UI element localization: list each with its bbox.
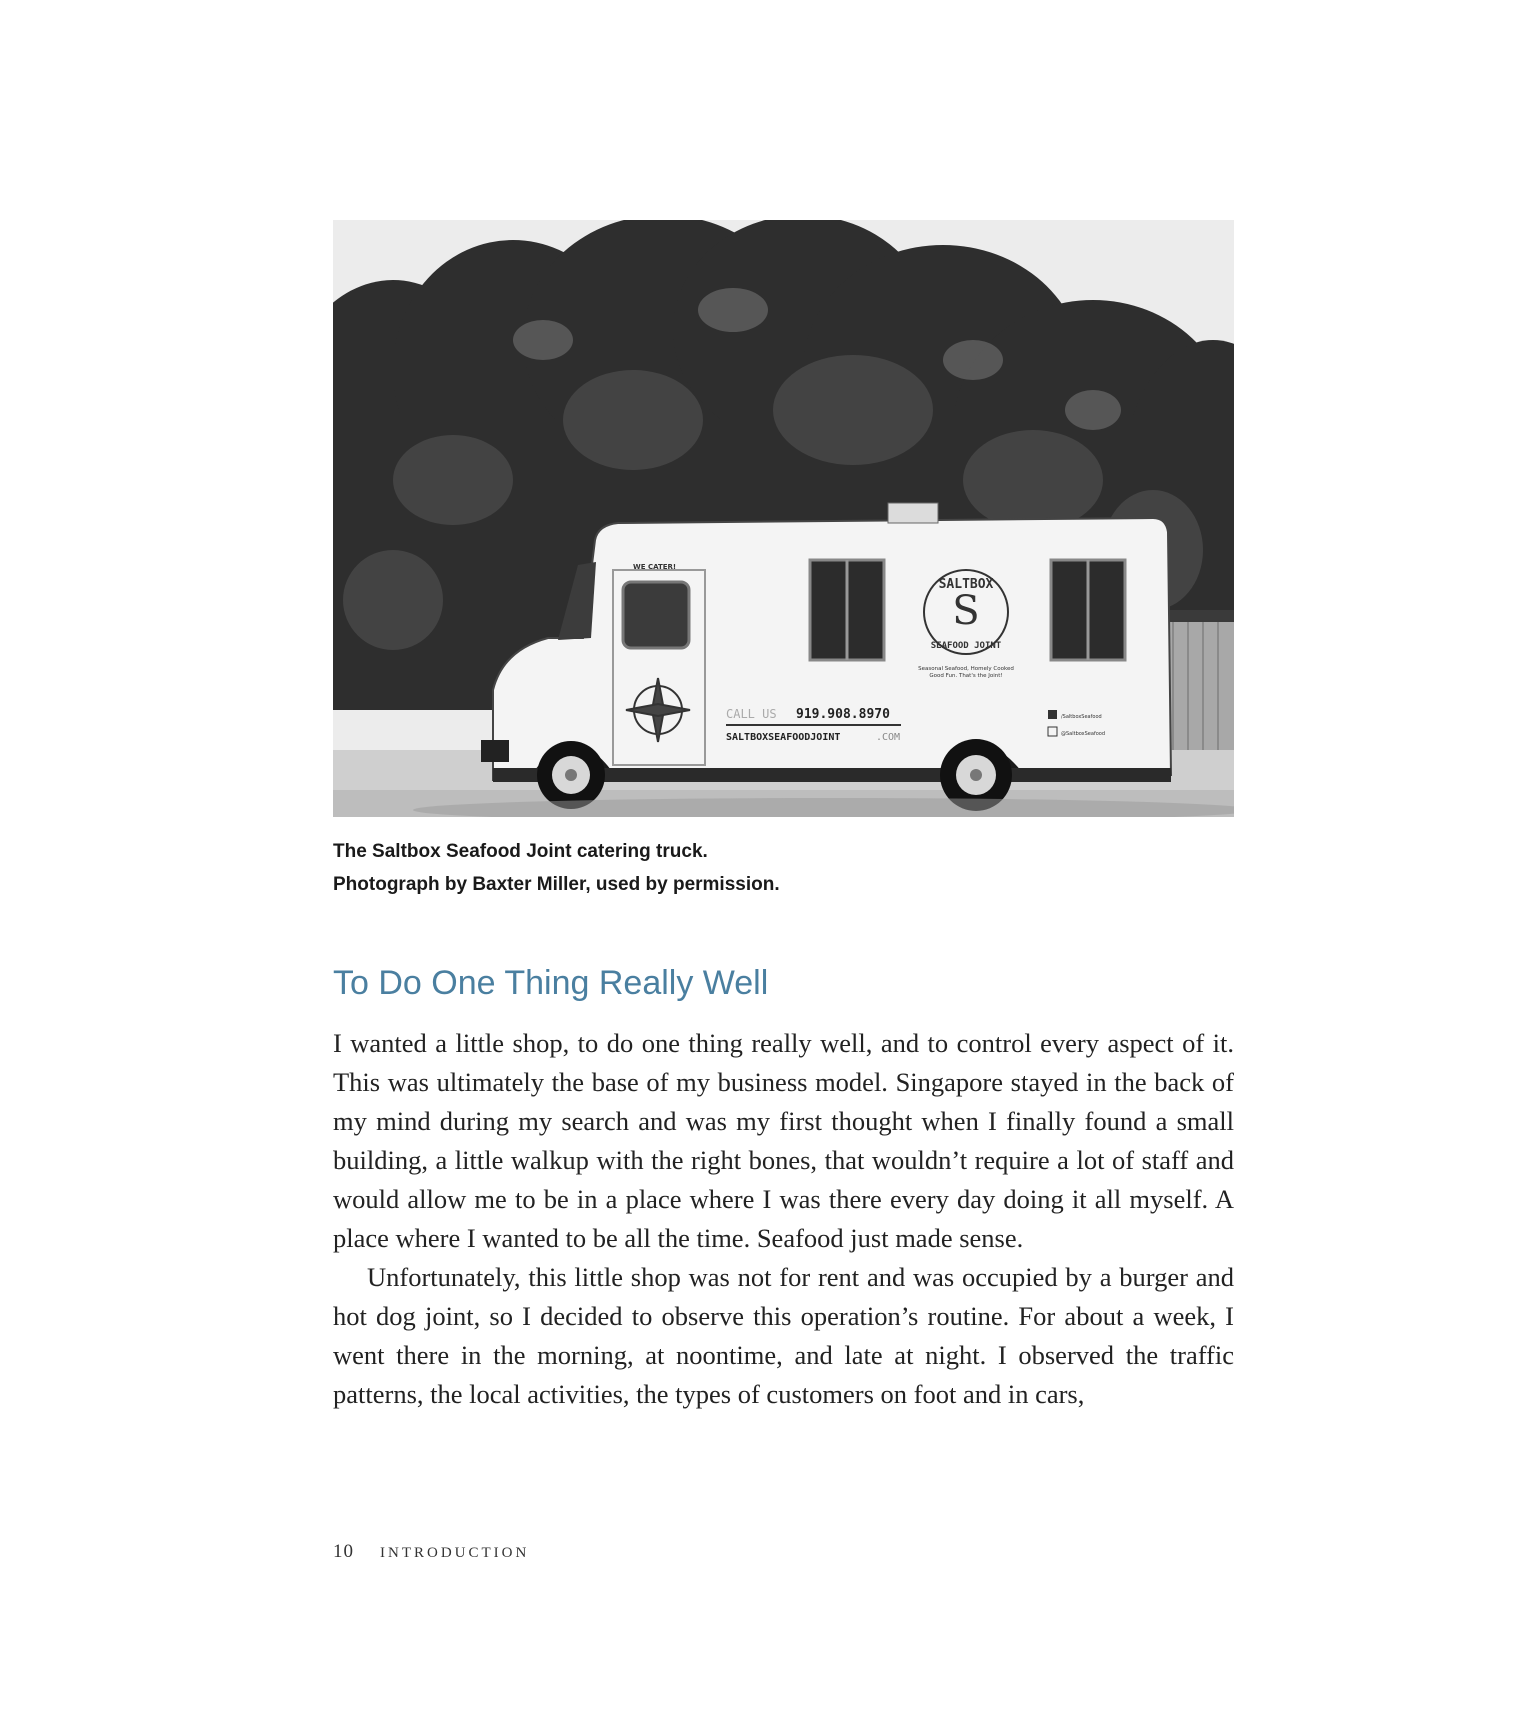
page-number: 10 xyxy=(333,1541,354,1562)
body-text xyxy=(333,1024,1234,1414)
truck-phone-number: 919.908.8970 xyxy=(796,707,890,722)
truck-photograph xyxy=(333,220,1234,817)
truck-photo-illustration xyxy=(333,220,1234,817)
call-us-label: CALL US xyxy=(726,707,777,721)
logo-brand-bottom: SEAFOOD JOINT xyxy=(930,641,1002,651)
truck-facebook-handle: /SaltboxSeafood xyxy=(1061,714,1102,720)
logo-tagline-2: Good Fun. That's the Joint! xyxy=(929,673,1003,679)
truck-website-tld: .COM xyxy=(876,732,901,743)
we-cater-label: WE CATER! xyxy=(633,563,677,571)
caption-line-2: Photograph by Baxter Miller, used by permission. xyxy=(333,874,780,895)
paragraph: I wanted a little shop, to do one thing really well, and to control every aspect of it. This was ultimately the base of my business model. Singapore stayed in the back of my mind during my search and was my first thought when I finally found a small building, a little walkup with the right bones, that wouldn’t require a lot of staff and would allow me to be in a place where I was there every day doing it all myself. A place where I wanted to be all the time. Seafood just made sense. xyxy=(333,1028,1234,1253)
page-footer xyxy=(333,1538,529,1563)
wooden-fence xyxy=(1161,620,1234,760)
truck-twitter-handle: @SaltboxSeafood xyxy=(1061,731,1105,737)
truck-website: SALTBOXSEAFOODJOINT xyxy=(726,732,841,743)
caption-line-1: The Saltbox Seafood Joint catering truck. xyxy=(333,841,708,862)
paragraph: Unfortunately, this little shop was not for rent and was occupied by a burger and hot dog joint, so I decided to observe this operation’s routine. For about a week, I went there in the morning, at noontime, and late at night. I observed the traffic patterns, the local activities, the types of customers on foot and in cars, xyxy=(333,1262,1234,1409)
figure-caption xyxy=(333,835,1233,901)
front-wheel xyxy=(537,741,605,809)
logo-monogram: S xyxy=(952,588,980,634)
logo-brand-top: SALTBOX xyxy=(938,577,994,592)
running-head: introduction xyxy=(380,1538,530,1562)
section-heading: To Do One Thing Really Well xyxy=(333,964,769,1002)
logo-tagline-1: Seasonal Seafood, Homely Cooked xyxy=(918,666,1014,672)
